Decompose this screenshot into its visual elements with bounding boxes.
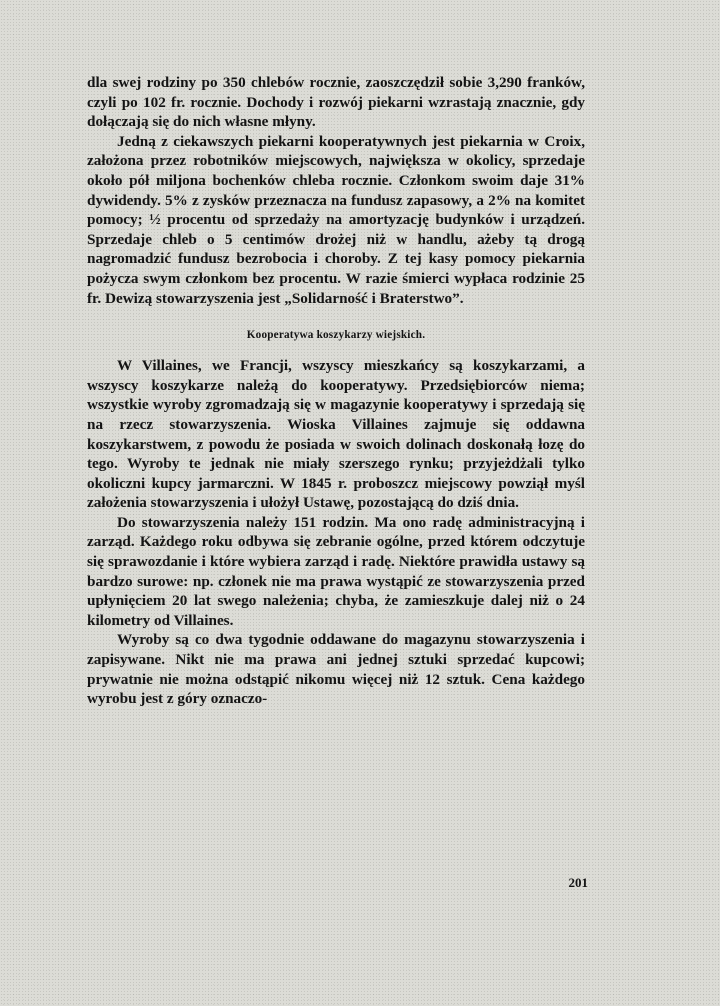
page-number: 201 (568, 875, 588, 890)
paragraph-2: Jedną z ciekawszych piekarni kooperatywnych jest piekarnia w Croix, założona przez robotników miejscowych, największa w okolicy, sprzedaje około pół miljona bochenków chleba rocznie. Członkom swoim daje 31% dywidendy. 5% z zysków przeznacza na fundusz zapasowy, a 2% na komitet pomocy; ½ procentu od sprzedaży na amortyzację budynków i urządzeń. Sprzedaje chleb o 5 centimów drożej niż w handlu, ażeby tą drogą nagromadzić fundusz bezrobocia i choroby. Z tej kasy pomocy piekarnia pożycza swym członkom bez procentu. W razie śmierci wypłaca rodzinie 25 fr. Dewizą stowarzyszenia jest „Solidarność i Braterstwo”. (87, 132, 585, 307)
paragraph-1: dla swej rodziny po 350 chlebów rocznie, zaoszczędził sobie 3,290 franków, czyli po 102 fr. rocznie. Dochody i rozwój piekarni wzrastają znacznie, gdy dołączają się do nich własne młyny. (87, 74, 585, 131)
paragraph-5: Wyroby są co dwa tygodnie oddawane do magazynu stowarzyszenia i zapisywane. Nikt nie ma prawa ani jednej sztuki sprzedać kupcowi; prywatnie nie można odstąpić nikomu więcej niż 12 sztuk. Cena każdego wyrobu jest z góry oznaczo- (87, 631, 585, 708)
section-heading: Kooperatywa koszykarzy wiejskich. (246, 329, 426, 342)
paragraph-3: W Villaines, we Francji, wszyscy mieszkańcy są koszykarzami, a wszyscy koszykarze należą do kooperatywy. Przedsiębiorców niema; wszystkie wyroby zgromadzają się w magazynie kooperatywy i sprzedają się na rzecz stowarzyszenia. Wioska Villaines zajmuje się oddawna koszykarstwem, z powodu że posiada w swoich dolinach doskonałą łozę do tego. Wyroby te jednak nie miały szerszego rynku; przyjeżdżali tylko okoliczni kupcy jarmarczni. W 1845 r. proboszcz miejscowy powziął myśl założenia stowarzyszenia i ułożył Ustawę, pozostającą do dziś dnia. (87, 357, 585, 512)
body-text (87, 73, 585, 709)
paragraph-4: Do stowarzyszenia należy 151 rodzin. Ma ono radę administracyjną i zarząd. Każdego roku odbywa się zebranie ogólne, przed którem odczytuje się sprawozdanie i które wybiera zarząd i radę. Niektóre prawidła ustawy są bardzo surowe: np. członek nie ma prawa wystąpić ze stowarzyszenia przed upłynięciem 20 lat swego należenia; chyba, że zamieszkuje dalej niż o 24 kilometry od Villaines. (87, 513, 585, 629)
